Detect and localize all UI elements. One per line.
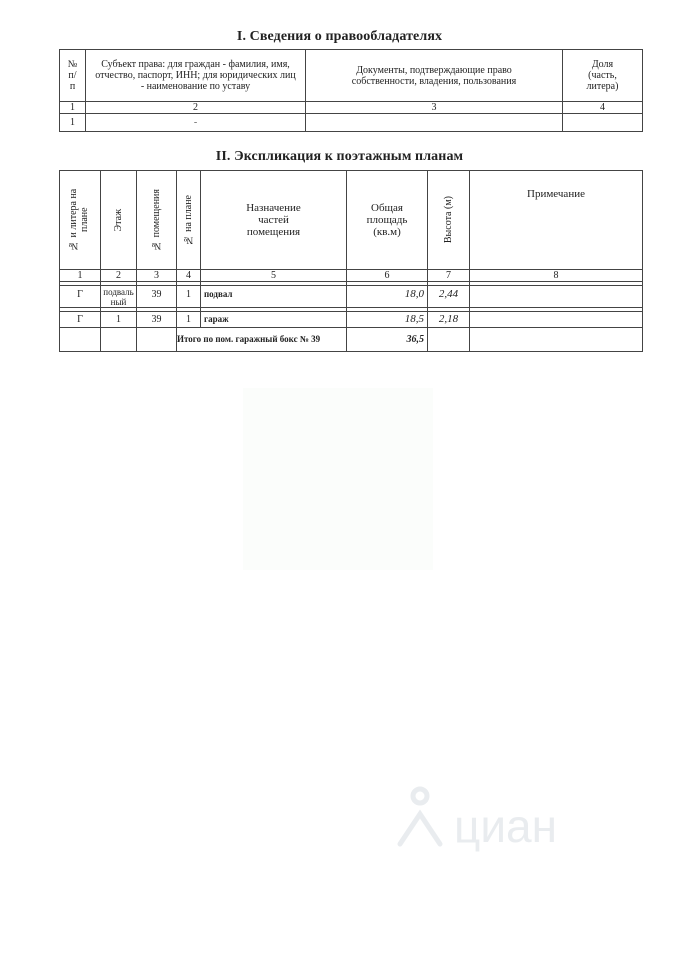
- cell-room-number: 39: [137, 312, 177, 328]
- cell-purpose: подвал: [201, 286, 347, 308]
- cell-area: 18,0: [347, 286, 428, 308]
- header-purpose: Назначение частей помещения: [201, 171, 347, 270]
- cell-room-number: 39: [137, 286, 177, 308]
- table-row: [60, 114, 643, 132]
- header-share: Доля (часть, литера): [563, 50, 643, 102]
- header-letter: № и литера на плане: [60, 171, 101, 270]
- col-number: 8: [470, 270, 643, 282]
- section1-title: I. Сведения о правообладателях: [236, 29, 443, 44]
- cell-floor: 1: [101, 312, 137, 328]
- col-number: 2: [101, 270, 137, 282]
- owners-table: [59, 49, 643, 132]
- col-number: 2: [86, 102, 306, 114]
- cell-floor: подваль ный: [101, 286, 137, 308]
- cell-letter: Г: [60, 286, 101, 308]
- section2-title: II. Экспликация к поэтажным планам: [215, 149, 464, 164]
- cell-documents: [306, 114, 563, 132]
- header-subject: Субъект права: для граждан - фамилия, имя, отчество, паспорт, ИНН; для юридических лиц - наименование по уставу: [86, 50, 306, 102]
- header-room-number: № помещения: [137, 171, 177, 270]
- table-row: [60, 286, 643, 308]
- col-number: 3: [306, 102, 563, 114]
- watermark: [392, 778, 602, 858]
- watermark-text: циан: [454, 800, 558, 852]
- cell-plan-number: 1: [177, 312, 201, 328]
- col-number: 3: [137, 270, 177, 282]
- col-number: 4: [177, 270, 201, 282]
- header-plan-number: № на плане: [177, 171, 201, 270]
- scan-shade: [243, 388, 433, 570]
- header-area: Общая площадь (кв.м): [347, 171, 428, 270]
- cell-plan-number: 1: [177, 286, 201, 308]
- header-documents: Документы, подтверждающие право собственности, владения, пользования: [306, 50, 563, 102]
- header-number: № п/п: [60, 50, 86, 102]
- cell-subject: -: [86, 114, 306, 132]
- col-number: 1: [60, 270, 101, 282]
- total-area: 36,5: [347, 328, 428, 352]
- header-height: Высота (м): [428, 171, 470, 270]
- cell-purpose: гараж: [201, 312, 347, 328]
- col-number: 7: [428, 270, 470, 282]
- header-floor: Этаж: [101, 171, 137, 270]
- cell-share: [563, 114, 643, 132]
- col-number: 4: [563, 102, 643, 114]
- cell-height: 2,44: [428, 286, 470, 308]
- cell-number: 1: [60, 114, 86, 132]
- cell-area: 18,5: [347, 312, 428, 328]
- col-number: 5: [201, 270, 347, 282]
- total-label: Итого по пом. гаражный бокс № 39: [177, 328, 347, 352]
- total-row: [60, 328, 643, 352]
- explication-table: [59, 170, 643, 352]
- col-number: 1: [60, 102, 86, 114]
- watermark-logo-icon: [400, 789, 440, 844]
- cell-height: 2,18: [428, 312, 470, 328]
- header-note: Примечание: [470, 171, 643, 270]
- col-number: 6: [347, 270, 428, 282]
- table-row: [60, 312, 643, 328]
- cell-letter: Г: [60, 312, 101, 328]
